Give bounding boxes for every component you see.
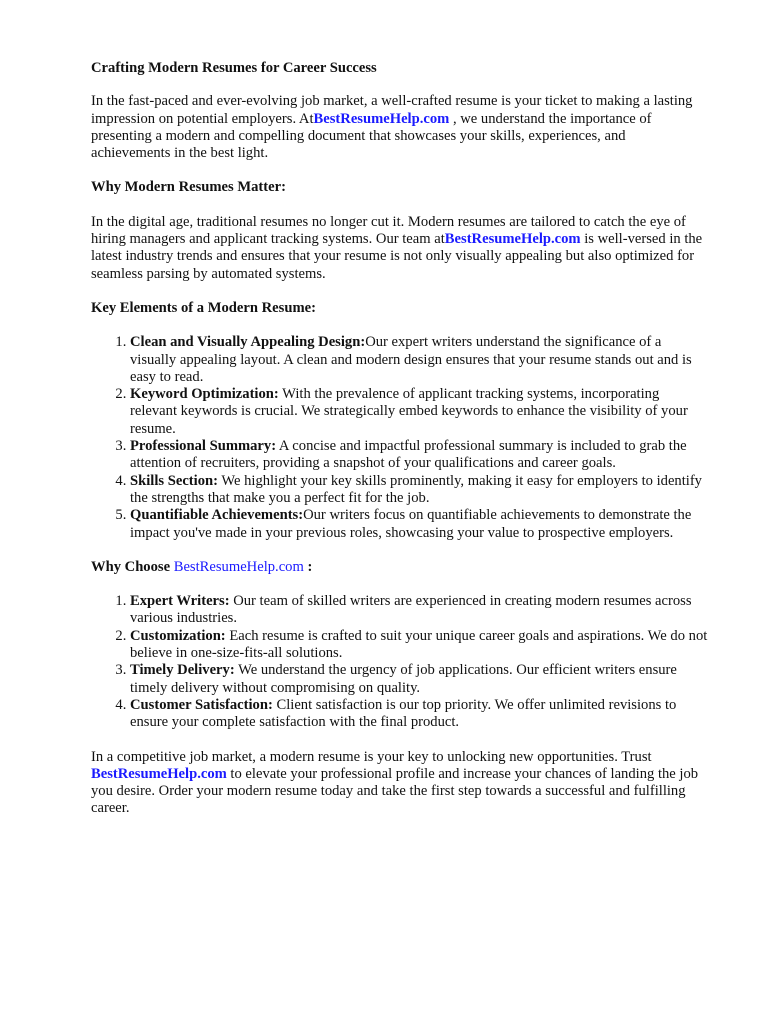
why-matter-site-link[interactable]: BestResumeHelp.com: [444, 231, 581, 248]
list-item-text: Our team of skilled writers are experienced in creating modern resumes across various industries.: [130, 593, 692, 627]
list-item-term: Quantifiable Achievements:: [130, 507, 304, 524]
list-item: [130, 593, 708, 628]
why-matter-heading: Why Modern Resumes Matter:: [91, 179, 286, 196]
intro-site-link[interactable]: BestResumeHelp.com: [313, 110, 450, 127]
list-item: [130, 438, 708, 473]
closing-site-link[interactable]: BestResumeHelp.com: [91, 765, 227, 782]
list-item: [130, 697, 708, 732]
list-item: [130, 628, 708, 663]
list-item-text: Our writers focus on quantifiable achievements to demonstrate the impact you've made in your previous roles, showcasing your value to prospective employers.: [130, 507, 692, 541]
list-item-text: A concise and impactful professional summary is included to grab the attention of recruiters, providing a snapshot of your qualifications and career goals.: [130, 438, 687, 472]
list-item-text: We understand the urgency of job applications. Our efficient writers ensure timely delivery without compromising on quality.: [130, 662, 677, 696]
intro-paragraph: [91, 93, 708, 162]
why-matter-paragraph: [91, 214, 708, 283]
list-item-text: Each resume is crafted to suit your unique career goals and aspirations. We do not believe in one-size-fits-all solutions.: [130, 627, 708, 662]
list-item-text: Client satisfaction is our top priority. We offer unlimited revisions to ensure your complete satisfaction with the final product.: [130, 696, 677, 731]
intro-text-start: In the fast-paced and ever-evolving job market, a well-crafted resume is your ticket to making a lasting impression on potential employers. At: [91, 93, 693, 127]
why-choose-list: [91, 593, 708, 731]
why-choose-prefix: Why Choose: [91, 558, 174, 575]
key-elements-heading: Key Elements of a Modern Resume:: [91, 299, 316, 316]
list-item: [130, 473, 708, 508]
list-item-term: Customization:: [130, 627, 226, 644]
list-item-text: With the prevalence of applicant tracking systems, incorporating relevant keywords is crucial. We strategically embed keywords to enhance the visibility of your resume.: [130, 386, 688, 437]
closing-paragraph: [91, 749, 708, 818]
list-item-term: Keyword Optimization:: [130, 386, 279, 403]
list-item: [130, 334, 708, 386]
list-item: [130, 507, 708, 542]
list-item-text: We highlight your key skills prominently, making it easy for employers to identify the strengths that make you a perfect fit for the job.: [130, 472, 702, 506]
why-matter-text-start: In the digital age, traditional resumes no longer cut it. Modern resumes are tailored to catch the eye of hiring managers and applicant tracking systems. Our team at: [91, 213, 686, 248]
list-item-term: Customer Satisfaction:: [130, 696, 273, 713]
list-item: [130, 662, 708, 697]
list-item-term: Clean and Visually Appealing Design:: [130, 334, 366, 351]
key-elements-list: [91, 334, 708, 542]
why-choose-site-link[interactable]: BestResumeHelp.com: [173, 558, 304, 575]
list-item: [130, 386, 708, 438]
intro-text-end: , we understand the importance of presenting a modern and compelling document that showcases your skills, experiences, and achievements in the best light.: [91, 110, 652, 162]
why-choose-suffix: :: [303, 558, 313, 575]
list-item-text: Our expert writers understand the significance of a visually appealing layout. A clean and modern design ensures that your resume stands out and is easy to read.: [130, 334, 692, 385]
list-item-term: Professional Summary:: [130, 438, 277, 455]
list-item-term: Timely Delivery:: [130, 662, 235, 679]
list-item-term: Skills Section:: [130, 472, 218, 489]
why-choose-heading: [91, 559, 708, 576]
why-matter-text-end: is well-versed in the latest industry trends and ensures that your resume is not only visually appealing but also optimized for seamless parsing by automated systems.: [91, 231, 703, 282]
closing-text-end: to elevate your professional profile and increase your chances of landing the job you desire. Order your modern resume today and take the first step towards a successful and fulfilling career.: [91, 765, 699, 817]
document-title: Crafting Modern Resumes for Career Success: [91, 60, 377, 76]
closing-text-start: In a competitive job market, a modern resume is your key to unlocking new opportunities. Trust: [91, 748, 652, 765]
list-item-term: Expert Writers:: [130, 593, 230, 610]
